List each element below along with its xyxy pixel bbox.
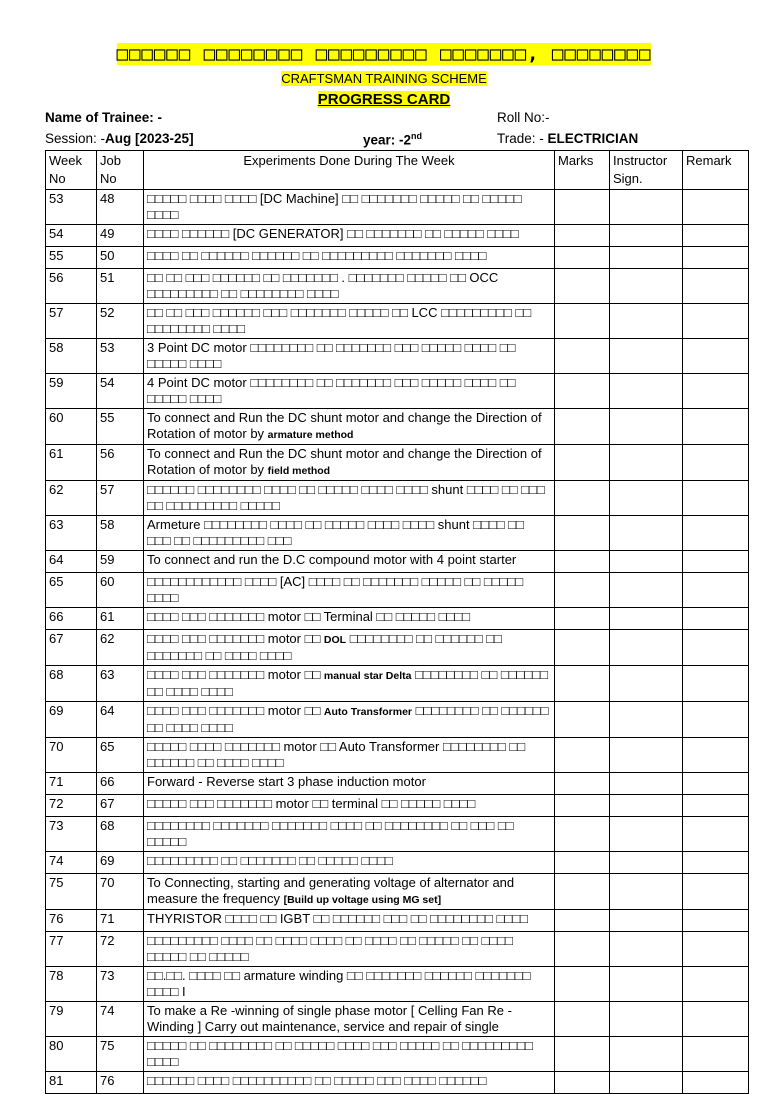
year-superscript: nd xyxy=(411,131,423,141)
job-no-cell: 76 xyxy=(97,1072,144,1094)
table-row xyxy=(46,1002,749,1037)
week-no-cell: 53 xyxy=(46,190,97,225)
instructor-sign-cell xyxy=(610,666,683,702)
remark-cell xyxy=(683,608,749,630)
table-row xyxy=(46,967,749,1002)
experiment-text: □□□□□ □□□□ □□□□ [DC Machine] □□ □□□□□□□ □□□□□ □□ □□□□□ □□□□ xyxy=(147,191,522,222)
week-no-cell: 59 xyxy=(46,374,97,409)
week-no-cell: 54 xyxy=(46,225,97,247)
experiment-text: □□□□ □□□ □□□□□□□ motor □□ xyxy=(147,703,324,718)
instructor-sign-cell xyxy=(610,374,683,409)
experiment-cell xyxy=(144,269,555,304)
job-no-cell: 57 xyxy=(97,481,144,516)
experiment-text: □□□□ □□□ □□□□□□□ motor □□ Terminal □□ □□□□□ □□□□ xyxy=(147,609,471,624)
marks-cell xyxy=(555,1072,610,1094)
marks-cell xyxy=(555,481,610,516)
remark-cell xyxy=(683,874,749,910)
remark-cell xyxy=(683,852,749,874)
instructor-sign-cell xyxy=(610,910,683,932)
trainee-name-label: Name of Trainee: - xyxy=(45,110,163,125)
remark-cell xyxy=(683,445,749,481)
instructor-sign-header: Instructor Sign. xyxy=(610,151,683,190)
table-row xyxy=(46,573,749,608)
week-no-cell: 67 xyxy=(46,630,97,666)
roll-no-label: Roll No:- xyxy=(497,110,550,125)
instructor-sign-cell xyxy=(610,795,683,817)
table-row xyxy=(46,445,749,481)
experiment-cell xyxy=(144,1072,555,1094)
instructor-sign-cell xyxy=(610,817,683,852)
instructor-sign-cell xyxy=(610,269,683,304)
week-no-cell: 81 xyxy=(46,1072,97,1094)
job-no-cell: 75 xyxy=(97,1037,144,1072)
table-row xyxy=(46,702,749,738)
experiment-text: To Connecting, starting and generating voltage of alternator and measure the frequency xyxy=(147,875,515,906)
table-row xyxy=(46,773,749,795)
experiment-text: □□□□□ □□ □□□□□□□□ □□ □□□□□ □□□□ □□□ □□□□□ □□ □□□□□□□□□ □□□□ xyxy=(147,1038,533,1069)
job-no-cell: 69 xyxy=(97,852,144,874)
remark-cell xyxy=(683,967,749,1002)
experiment-cell xyxy=(144,702,555,738)
job-no-header: Job No xyxy=(97,151,144,190)
experiments-header: Experiments Done During The Week xyxy=(144,151,555,190)
experiment-cell xyxy=(144,630,555,666)
experiment-cell xyxy=(144,932,555,967)
marks-cell xyxy=(555,738,610,773)
job-no-cell: 63 xyxy=(97,666,144,702)
job-no-cell: 67 xyxy=(97,795,144,817)
experiment-text: □□□□□□ □□□□ □□□□□□□□□□ □□ □□□□□ □□□ □□□□ □□□□□□ xyxy=(147,1073,487,1088)
week-no-cell: 63 xyxy=(46,516,97,551)
marks-cell xyxy=(555,374,610,409)
table-row xyxy=(46,817,749,852)
marks-cell xyxy=(555,666,610,702)
table-row xyxy=(46,304,749,339)
remark-cell xyxy=(683,666,749,702)
job-no-cell: 61 xyxy=(97,608,144,630)
week-no-cell: 66 xyxy=(46,608,97,630)
table-row xyxy=(46,874,749,910)
job-no-cell: 58 xyxy=(97,516,144,551)
remark-cell xyxy=(683,1072,749,1094)
job-no-cell: 48 xyxy=(97,190,144,225)
week-no-header: Week No xyxy=(46,151,97,190)
marks-cell xyxy=(555,630,610,666)
remark-cell xyxy=(683,481,749,516)
experiment-cell xyxy=(144,738,555,773)
remark-cell xyxy=(683,1002,749,1037)
instructor-sign-cell xyxy=(610,702,683,738)
experiment-text: □□□□ □□□□□□ [DC GENERATOR] □□ □□□□□□□ □□ □□□□□ □□□□ xyxy=(147,226,519,241)
week-no-cell: 74 xyxy=(46,852,97,874)
week-no-cell: 72 xyxy=(46,795,97,817)
experiment-cell xyxy=(144,967,555,1002)
marks-cell xyxy=(555,551,610,573)
instructor-sign-cell xyxy=(610,304,683,339)
experiment-text: Forward - Reverse start 3 phase induction motor xyxy=(147,774,426,789)
instructor-sign-cell xyxy=(610,516,683,551)
job-no-cell: 73 xyxy=(97,967,144,1002)
experiment-text: To connect and run the D.C compound motor with 4 point starter xyxy=(147,552,517,567)
job-no-cell: 53 xyxy=(97,339,144,374)
trade-value: ELECTRICIAN xyxy=(547,131,639,146)
experiment-text: Armeture □□□□□□□□ □□□□ □□ □□□□□ □□□□ □□□□ shunt □□□□ □□ □□□ □□ □□□□□□□□□ □□□ xyxy=(147,517,524,548)
experiment-text: □□□□ □□ □□□□□□ □□□□□□ □□ □□□□□□□□□ □□□□□□□ □□□□ xyxy=(147,248,487,263)
experiment-cell xyxy=(144,516,555,551)
job-no-cell: 50 xyxy=(97,247,144,269)
week-no-cell: 56 xyxy=(46,269,97,304)
experiment-cell xyxy=(144,608,555,630)
instructor-sign-cell xyxy=(610,608,683,630)
table-header-row xyxy=(46,151,749,190)
job-no-cell: 52 xyxy=(97,304,144,339)
remark-cell xyxy=(683,817,749,852)
instructor-sign-cell xyxy=(610,247,683,269)
instructor-sign-cell xyxy=(610,738,683,773)
experiment-text: □□□□□□□□ □□□□□□□ □□□□□□□ □□□□ □□ □□□□□□□□ □□ □□□ □□ □□□□□ xyxy=(147,818,514,849)
session-field xyxy=(45,131,194,146)
week-no-cell: 79 xyxy=(46,1002,97,1037)
instructor-sign-cell xyxy=(610,932,683,967)
job-no-cell: 54 xyxy=(97,374,144,409)
remark-cell xyxy=(683,1037,749,1072)
week-no-cell: 75 xyxy=(46,874,97,910)
experiment-cell xyxy=(144,445,555,481)
experiment-cell xyxy=(144,247,555,269)
experiment-cell xyxy=(144,339,555,374)
remark-cell xyxy=(683,269,749,304)
job-no-cell: 60 xyxy=(97,573,144,608)
marks-cell xyxy=(555,1037,610,1072)
week-no-cell: 76 xyxy=(46,910,97,932)
table-row xyxy=(46,190,749,225)
marks-cell xyxy=(555,573,610,608)
trade-label: Trade: - xyxy=(497,131,548,146)
marks-cell xyxy=(555,702,610,738)
experiment-cell xyxy=(144,666,555,702)
experiment-cell xyxy=(144,481,555,516)
experiment-text: To connect and Run the DC shunt motor and change the Direction of Rotation of motor by xyxy=(147,446,542,477)
marks-cell xyxy=(555,795,610,817)
experiment-text: □□□□□□□□□ □□□□ □□ □□□□ □□□□ □□ □□□□ □□ □□□□□ □□ □□□□ □□□□□ □□ □□□□□ xyxy=(147,933,513,964)
remark-cell xyxy=(683,409,749,445)
experiment-cell xyxy=(144,551,555,573)
marks-cell xyxy=(555,932,610,967)
table-row xyxy=(46,409,749,445)
table-row xyxy=(46,1072,749,1094)
experiment-text: 3 Point DC motor □□□□□□□□ □□ □□□□□□□ □□□ □□□□□ □□□□ □□ □□□□□ □□□□ xyxy=(147,340,516,371)
experiment-text: □□□□□□ □□□□□□□□ □□□□ □□ □□□□□ □□□□ □□□□ shunt □□□□ □□ □□□ □□ □□□□□□□□□ □□□□□ xyxy=(147,482,545,513)
table-row xyxy=(46,551,749,573)
instructor-sign-cell xyxy=(610,551,683,573)
week-no-cell: 77 xyxy=(46,932,97,967)
remark-cell xyxy=(683,773,749,795)
week-no-cell: 58 xyxy=(46,339,97,374)
table-row xyxy=(46,738,749,773)
experiment-cell xyxy=(144,374,555,409)
marks-header: Marks xyxy=(555,151,610,190)
marks-cell xyxy=(555,445,610,481)
instructor-sign-cell xyxy=(610,573,683,608)
marks-cell xyxy=(555,967,610,1002)
job-no-cell: 59 xyxy=(97,551,144,573)
table-row xyxy=(46,608,749,630)
job-no-cell: 68 xyxy=(97,817,144,852)
experiment-cell xyxy=(144,1002,555,1037)
experiment-text-continued: □□□□□□□□ □□ □□□□□□ □□ □□□□ □□□□ xyxy=(147,667,548,699)
experiment-text: □□□□□□□□□□□□ □□□□ [AC] □□□□ □□ □□□□□□□ □□□□□ □□ □□□□□ □□□□ xyxy=(147,574,524,605)
experiment-text: □□□□□ □□□ □□□□□□□ motor □□ terminal □□ □□□□□ □□□□ xyxy=(147,796,476,811)
remark-cell xyxy=(683,339,749,374)
instructor-sign-cell xyxy=(610,339,683,374)
remark-cell xyxy=(683,374,749,409)
remark-cell xyxy=(683,225,749,247)
instructor-sign-cell xyxy=(610,1002,683,1037)
instructor-sign-cell xyxy=(610,409,683,445)
marks-cell xyxy=(555,409,610,445)
remark-cell xyxy=(683,516,749,551)
experiment-text: To make a Re -winning of single phase motor [ Celling Fan Re -Winding ] Carry out maintenance, service and repair of single xyxy=(147,1003,512,1034)
experiment-text: 4 Point DC motor □□□□□□□□ □□ □□□□□□□ □□□ □□□□□ □□□□ □□ □□□□□ □□□□ xyxy=(147,375,516,406)
instructor-sign-cell xyxy=(610,967,683,1002)
experiment-text-continued: □□□□□□□□ □□ □□□□□□ □□ □□□□ □□□□ xyxy=(147,703,549,735)
instructor-sign-cell xyxy=(610,1072,683,1094)
experiment-cell xyxy=(144,573,555,608)
experiment-text: To connect and Run the DC shunt motor and change the Direction of Rotation of motor by xyxy=(147,410,542,441)
table-row xyxy=(46,374,749,409)
session-label: Session: - xyxy=(45,131,106,146)
week-no-cell: 57 xyxy=(46,304,97,339)
marks-cell xyxy=(555,874,610,910)
table-row xyxy=(46,225,749,247)
table-row xyxy=(46,795,749,817)
job-no-cell: 65 xyxy=(97,738,144,773)
job-no-cell: 51 xyxy=(97,269,144,304)
job-no-cell: 70 xyxy=(97,874,144,910)
table-row xyxy=(46,932,749,967)
experiment-cell xyxy=(144,409,555,445)
remark-cell xyxy=(683,551,749,573)
remark-cell xyxy=(683,304,749,339)
week-no-cell: 60 xyxy=(46,409,97,445)
job-no-cell: 56 xyxy=(97,445,144,481)
week-no-cell: 71 xyxy=(46,773,97,795)
instructor-sign-cell xyxy=(610,190,683,225)
week-no-cell: 64 xyxy=(46,551,97,573)
instructor-sign-cell xyxy=(610,225,683,247)
marks-cell xyxy=(555,304,610,339)
remark-cell xyxy=(683,702,749,738)
marks-cell xyxy=(555,817,610,852)
job-no-cell: 66 xyxy=(97,773,144,795)
instructor-sign-cell xyxy=(610,874,683,910)
week-no-cell: 61 xyxy=(46,445,97,481)
week-no-cell: 68 xyxy=(46,666,97,702)
table-row xyxy=(46,339,749,374)
marks-cell xyxy=(555,910,610,932)
experiment-cell xyxy=(144,852,555,874)
year-field xyxy=(363,131,422,148)
experiment-text-continued: □□□□□□□□ □□ □□□□□□ □□ □□□□□□□ □□ □□□□ □□□□ xyxy=(147,631,502,663)
remark-cell xyxy=(683,630,749,666)
week-no-cell: 65 xyxy=(46,573,97,608)
progress-table xyxy=(45,150,749,1094)
experiment-bold-text: [Build up voltage using MG set] xyxy=(283,894,442,906)
experiment-bold-text: manual star Delta xyxy=(323,670,412,682)
experiment-cell xyxy=(144,304,555,339)
remark-cell xyxy=(683,247,749,269)
week-no-cell: 62 xyxy=(46,481,97,516)
card-title xyxy=(0,91,768,108)
experiment-bold-text: DOL xyxy=(323,634,347,646)
table-row xyxy=(46,630,749,666)
institute-title-text: □□□□□□ □□□□□□□□ □□□□□□□□□ □□□□□□□, □□□□□□□□ xyxy=(116,43,652,65)
job-no-cell: 49 xyxy=(97,225,144,247)
instructor-sign-cell xyxy=(610,852,683,874)
experiment-cell xyxy=(144,874,555,910)
job-no-cell: 64 xyxy=(97,702,144,738)
remark-cell xyxy=(683,795,749,817)
experiment-cell xyxy=(144,795,555,817)
marks-cell xyxy=(555,1002,610,1037)
card-title-text: PROGRESS CARD xyxy=(317,91,451,108)
instructor-sign-cell xyxy=(610,481,683,516)
remark-header: Remark xyxy=(683,151,749,190)
experiment-bold-text: Auto Transformer xyxy=(323,706,413,718)
year-label: year: -2 xyxy=(363,132,412,148)
week-no-cell: 70 xyxy=(46,738,97,773)
experiment-text: □□ □□ □□□ □□□□□□ □□□ □□□□□□□ □□□□□ □□ LCC □□□□□□□□□ □□ □□□□□□□□ □□□□ xyxy=(147,305,532,336)
experiment-text: □□□□ □□□ □□□□□□□ motor □□ xyxy=(147,667,324,682)
experiment-text: □□□□□□□□□ □□ □□□□□□□ □□ □□□□□ □□□□ xyxy=(147,853,393,868)
table-row xyxy=(46,269,749,304)
marks-cell xyxy=(555,608,610,630)
job-no-cell: 55 xyxy=(97,409,144,445)
table-row xyxy=(46,481,749,516)
experiment-text: □□□□ □□□ □□□□□□□ motor □□ xyxy=(147,631,324,646)
table-row xyxy=(46,852,749,874)
table-row xyxy=(46,1037,749,1072)
marks-cell xyxy=(555,247,610,269)
remark-cell xyxy=(683,910,749,932)
job-no-cell: 62 xyxy=(97,630,144,666)
progress-table-body xyxy=(46,190,749,1094)
experiment-cell xyxy=(144,190,555,225)
job-no-cell: 72 xyxy=(97,932,144,967)
remark-cell xyxy=(683,573,749,608)
week-no-cell: 73 xyxy=(46,817,97,852)
scheme-title xyxy=(0,71,768,86)
experiment-text: THYRISTOR □□□□ □□ IGBT □□ □□□□□□ □□□ □□ □□□□□□□□ □□□□ xyxy=(147,911,528,926)
job-no-cell: 74 xyxy=(97,1002,144,1037)
week-no-cell: 80 xyxy=(46,1037,97,1072)
marks-cell xyxy=(555,225,610,247)
remark-cell xyxy=(683,738,749,773)
job-no-cell: 71 xyxy=(97,910,144,932)
week-no-cell: 69 xyxy=(46,702,97,738)
instructor-sign-cell xyxy=(610,773,683,795)
table-row xyxy=(46,666,749,702)
table-row xyxy=(46,247,749,269)
week-no-cell: 78 xyxy=(46,967,97,1002)
scheme-title-text: CRAFTSMAN TRAINING SCHEME xyxy=(281,71,487,86)
experiment-text: □□ □□ □□□ □□□□□□ □□ □□□□□□□ . □□□□□□□ □□□□□ □□ OCC □□□□□□□□□ □□ □□□□□□□□ □□□□ xyxy=(147,270,499,301)
experiment-bold-text: armature method xyxy=(267,429,354,441)
remark-cell xyxy=(683,932,749,967)
marks-cell xyxy=(555,190,610,225)
experiment-text: □□□□□ □□□□ □□□□□□□ motor □□ Auto Transformer □□□□□□□□ □□ □□□□□□ □□ □□□□ □□□□ xyxy=(147,739,526,770)
experiment-cell xyxy=(144,817,555,852)
week-no-cell: 55 xyxy=(46,247,97,269)
experiment-cell xyxy=(144,910,555,932)
marks-cell xyxy=(555,269,610,304)
experiment-text: □□.□□. □□□□ □□ armature winding □□ □□□□□□□ □□□□□□ □□□□□□□ □□□□ I xyxy=(147,968,531,999)
table-row xyxy=(46,910,749,932)
experiment-cell xyxy=(144,225,555,247)
marks-cell xyxy=(555,339,610,374)
trade-field xyxy=(497,131,638,146)
marks-cell xyxy=(555,852,610,874)
experiment-cell xyxy=(144,773,555,795)
institute-title xyxy=(0,43,768,65)
experiment-bold-text: field method xyxy=(267,465,331,477)
session-value: Aug [2023-25] xyxy=(105,131,194,146)
instructor-sign-cell xyxy=(610,1037,683,1072)
marks-cell xyxy=(555,516,610,551)
instructor-sign-cell xyxy=(610,630,683,666)
marks-cell xyxy=(555,773,610,795)
experiment-cell xyxy=(144,1037,555,1072)
instructor-sign-cell xyxy=(610,445,683,481)
table-row xyxy=(46,516,749,551)
remark-cell xyxy=(683,190,749,225)
